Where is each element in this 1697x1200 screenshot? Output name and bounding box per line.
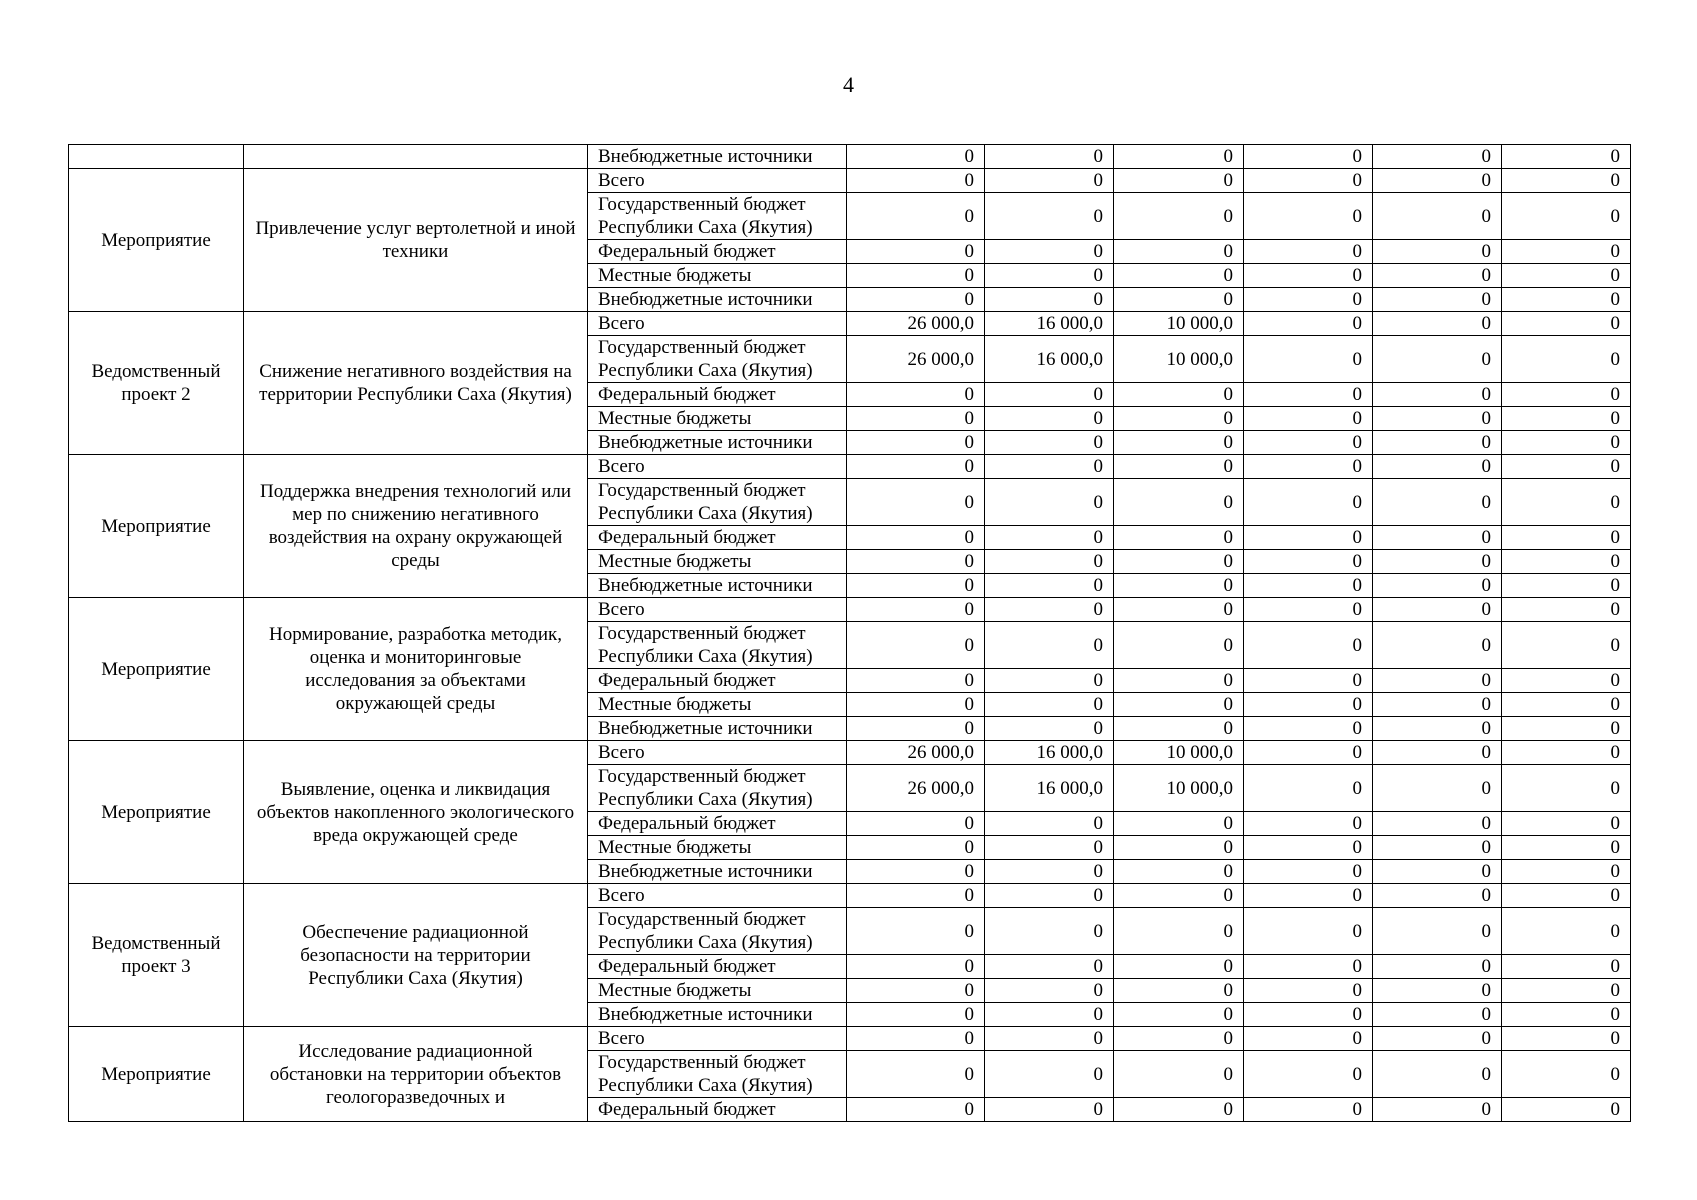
value-cell: 0 [1244, 598, 1373, 622]
value-cell: 0 [847, 812, 985, 836]
funding-source-cell: Государственный бюджет Республики Саха (Якутия) [588, 193, 847, 240]
value-cell: 0 [1502, 908, 1631, 955]
value-cell: 0 [1502, 193, 1631, 240]
value-cell: 0 [1373, 169, 1502, 193]
row-type-cell: Мероприятие [69, 598, 244, 741]
value-cell: 0 [1244, 741, 1373, 765]
value-cell: 0 [1114, 717, 1244, 741]
table-row [69, 741, 1631, 765]
value-cell: 26 000,0 [847, 741, 985, 765]
value-cell: 0 [1244, 312, 1373, 336]
value-cell: 0 [1114, 526, 1244, 550]
value-cell: 0 [1114, 240, 1244, 264]
value-cell: 0 [1244, 193, 1373, 240]
value-cell: 0 [1502, 955, 1631, 979]
value-cell: 0 [1244, 765, 1373, 812]
value-cell: 0 [847, 1003, 985, 1027]
value-cell: 0 [1502, 455, 1631, 479]
value-cell: 0 [1244, 669, 1373, 693]
value-cell: 0 [847, 431, 985, 455]
funding-source-cell: Государственный бюджет Республики Саха (Якутия) [588, 1051, 847, 1098]
value-cell: 0 [1244, 383, 1373, 407]
value-cell: 0 [847, 145, 985, 169]
value-cell: 0 [1373, 1003, 1502, 1027]
funding-source-cell: Государственный бюджет Республики Саха (Якутия) [588, 908, 847, 955]
value-cell: 0 [847, 193, 985, 240]
value-cell: 0 [1244, 693, 1373, 717]
value-cell: 0 [847, 669, 985, 693]
value-cell: 0 [847, 884, 985, 908]
value-cell: 0 [1114, 407, 1244, 431]
value-cell: 0 [1244, 908, 1373, 955]
value-cell: 0 [1114, 908, 1244, 955]
value-cell: 0 [985, 407, 1114, 431]
funding-source-cell: Местные бюджеты [588, 693, 847, 717]
funding-source-cell: Местные бюджеты [588, 407, 847, 431]
value-cell: 0 [1502, 526, 1631, 550]
value-cell: 0 [985, 574, 1114, 598]
value-cell: 0 [985, 836, 1114, 860]
value-cell: 16 000,0 [985, 336, 1114, 383]
funding-source-cell: Государственный бюджет Республики Саха (Якутия) [588, 336, 847, 383]
value-cell: 0 [985, 145, 1114, 169]
value-cell: 0 [1244, 1027, 1373, 1051]
value-cell: 0 [1114, 836, 1244, 860]
value-cell: 0 [1244, 240, 1373, 264]
value-cell: 0 [1114, 574, 1244, 598]
value-cell: 0 [1373, 383, 1502, 407]
value-cell: 0 [1502, 550, 1631, 574]
value-cell: 0 [1373, 455, 1502, 479]
activity-name-cell: Поддержка внедрения технологий или мер по снижению негативного воздействия на охрану окружающей среды [244, 455, 588, 598]
value-cell: 0 [1373, 955, 1502, 979]
value-cell: 0 [1244, 288, 1373, 312]
value-cell: 0 [1373, 908, 1502, 955]
value-cell: 0 [1373, 765, 1502, 812]
value-cell: 0 [985, 693, 1114, 717]
value-cell: 0 [847, 1051, 985, 1098]
value-cell: 26 000,0 [847, 336, 985, 383]
value-cell: 0 [1244, 264, 1373, 288]
funding-source-cell: Местные бюджеты [588, 979, 847, 1003]
value-cell: 0 [1502, 812, 1631, 836]
value-cell: 0 [985, 979, 1114, 1003]
value-cell: 0 [985, 169, 1114, 193]
value-cell: 0 [985, 193, 1114, 240]
value-cell: 0 [847, 908, 985, 955]
funding-source-cell: Местные бюджеты [588, 550, 847, 574]
value-cell: 0 [1502, 479, 1631, 526]
value-cell: 16 000,0 [985, 312, 1114, 336]
value-cell: 0 [847, 979, 985, 1003]
funding-source-cell: Внебюджетные источники [588, 1003, 847, 1027]
value-cell: 0 [1244, 979, 1373, 1003]
value-cell: 0 [1373, 884, 1502, 908]
value-cell: 0 [1502, 407, 1631, 431]
value-cell: 10 000,0 [1114, 336, 1244, 383]
activity-name-cell [244, 145, 588, 169]
value-cell: 0 [1244, 526, 1373, 550]
value-cell: 0 [847, 455, 985, 479]
value-cell: 0 [1373, 288, 1502, 312]
value-cell: 0 [1373, 693, 1502, 717]
value-cell: 26 000,0 [847, 765, 985, 812]
value-cell: 0 [1502, 765, 1631, 812]
value-cell: 0 [1244, 836, 1373, 860]
funding-source-cell: Всего [588, 598, 847, 622]
activity-name-cell: Обеспечение радиационной безопасности на территории Республики Саха (Якутия) [244, 884, 588, 1027]
value-cell: 0 [847, 479, 985, 526]
value-cell: 0 [1373, 1027, 1502, 1051]
value-cell: 0 [1244, 1003, 1373, 1027]
value-cell: 0 [1373, 598, 1502, 622]
funding-source-cell: Внебюджетные источники [588, 717, 847, 741]
funding-source-cell: Федеральный бюджет [588, 240, 847, 264]
value-cell: 0 [847, 574, 985, 598]
value-cell: 0 [1114, 479, 1244, 526]
value-cell: 0 [985, 550, 1114, 574]
value-cell: 0 [1373, 574, 1502, 598]
value-cell: 0 [847, 622, 985, 669]
value-cell: 0 [1114, 1051, 1244, 1098]
value-cell: 0 [1114, 383, 1244, 407]
funding-source-cell: Государственный бюджет Республики Саха (Якутия) [588, 622, 847, 669]
value-cell: 0 [985, 526, 1114, 550]
value-cell: 0 [1114, 169, 1244, 193]
value-cell: 0 [1114, 693, 1244, 717]
value-cell: 10 000,0 [1114, 312, 1244, 336]
value-cell: 0 [847, 836, 985, 860]
value-cell: 0 [985, 383, 1114, 407]
value-cell: 0 [985, 455, 1114, 479]
funding-source-cell: Федеральный бюджет [588, 812, 847, 836]
table-row [69, 884, 1631, 908]
value-cell: 0 [1373, 860, 1502, 884]
value-cell: 0 [847, 860, 985, 884]
value-cell: 0 [1114, 669, 1244, 693]
value-cell: 0 [985, 598, 1114, 622]
value-cell: 0 [985, 1003, 1114, 1027]
value-cell: 0 [1114, 1027, 1244, 1051]
value-cell: 0 [1244, 812, 1373, 836]
value-cell: 0 [1373, 264, 1502, 288]
value-cell: 0 [1502, 240, 1631, 264]
value-cell: 0 [1502, 574, 1631, 598]
funding-source-cell: Федеральный бюджет [588, 955, 847, 979]
value-cell: 0 [1502, 431, 1631, 455]
value-cell: 0 [985, 1051, 1114, 1098]
activity-name-cell: Привлечение услуг вертолетной и иной техники [244, 169, 588, 312]
value-cell: 10 000,0 [1114, 765, 1244, 812]
value-cell: 0 [1244, 169, 1373, 193]
funding-source-cell: Местные бюджеты [588, 264, 847, 288]
value-cell: 0 [1114, 622, 1244, 669]
page-number: 4 [843, 72, 854, 97]
funding-source-cell: Государственный бюджет Республики Саха (Якутия) [588, 765, 847, 812]
value-cell: 0 [1502, 1027, 1631, 1051]
funding-source-cell: Федеральный бюджет [588, 669, 847, 693]
value-cell: 0 [985, 264, 1114, 288]
value-cell: 0 [1502, 169, 1631, 193]
funding-table [68, 144, 1631, 1122]
value-cell: 0 [1373, 550, 1502, 574]
value-cell: 0 [985, 479, 1114, 526]
funding-source-cell: Государственный бюджет Республики Саха (Якутия) [588, 479, 847, 526]
funding-source-cell: Местные бюджеты [588, 836, 847, 860]
value-cell: 0 [1373, 1051, 1502, 1098]
value-cell: 0 [1502, 383, 1631, 407]
value-cell: 0 [1373, 979, 1502, 1003]
value-cell: 0 [1373, 812, 1502, 836]
value-cell: 0 [1373, 479, 1502, 526]
value-cell: 0 [1373, 312, 1502, 336]
funding-source-cell: Федеральный бюджет [588, 1098, 847, 1122]
table-row [69, 455, 1631, 479]
value-cell: 16 000,0 [985, 741, 1114, 765]
table-row [69, 1027, 1631, 1051]
value-cell: 0 [847, 407, 985, 431]
funding-source-cell: Внебюджетные источники [588, 288, 847, 312]
value-cell: 0 [1114, 193, 1244, 240]
table-row [69, 598, 1631, 622]
value-cell: 0 [847, 598, 985, 622]
funding-source-cell: Внебюджетные источники [588, 860, 847, 884]
value-cell: 0 [1502, 1003, 1631, 1027]
value-cell: 0 [1244, 431, 1373, 455]
value-cell: 0 [1502, 717, 1631, 741]
value-cell: 0 [847, 383, 985, 407]
value-cell: 0 [985, 955, 1114, 979]
funding-source-cell: Внебюджетные источники [588, 145, 847, 169]
activity-name-cell: Исследование радиационной обстановки на территории объектов геологоразведочных и [244, 1027, 588, 1122]
value-cell: 0 [1114, 979, 1244, 1003]
value-cell: 16 000,0 [985, 765, 1114, 812]
value-cell: 0 [1244, 145, 1373, 169]
value-cell: 0 [1114, 860, 1244, 884]
value-cell: 0 [1114, 455, 1244, 479]
value-cell: 0 [1244, 336, 1373, 383]
value-cell: 0 [1373, 669, 1502, 693]
value-cell: 0 [1114, 1098, 1244, 1122]
value-cell: 0 [1114, 955, 1244, 979]
activity-name-cell: Выявление, оценка и ликвидация объектов накопленного экологического вреда окружающей среде [244, 741, 588, 884]
value-cell: 0 [985, 240, 1114, 264]
value-cell: 0 [1502, 622, 1631, 669]
funding-source-cell: Федеральный бюджет [588, 383, 847, 407]
funding-table-body [69, 145, 1631, 1122]
value-cell: 0 [1502, 598, 1631, 622]
value-cell: 0 [1114, 431, 1244, 455]
value-cell: 0 [1502, 860, 1631, 884]
value-cell: 0 [1114, 288, 1244, 312]
activity-name-cell: Нормирование, разработка методик, оценка и мониторинговые исследования за объектами окружающей среды [244, 598, 588, 741]
value-cell: 10 000,0 [1114, 741, 1244, 765]
value-cell: 0 [1373, 431, 1502, 455]
value-cell: 0 [985, 669, 1114, 693]
value-cell: 0 [1373, 336, 1502, 383]
value-cell: 0 [1244, 407, 1373, 431]
funding-source-cell: Всего [588, 312, 847, 336]
value-cell: 0 [1502, 669, 1631, 693]
value-cell: 0 [1502, 1098, 1631, 1122]
value-cell: 0 [1373, 526, 1502, 550]
value-cell: 0 [1502, 145, 1631, 169]
value-cell: 0 [985, 622, 1114, 669]
value-cell: 0 [985, 717, 1114, 741]
row-type-cell [69, 145, 244, 169]
value-cell: 0 [1114, 884, 1244, 908]
value-cell: 0 [1502, 693, 1631, 717]
value-cell: 0 [847, 1027, 985, 1051]
value-cell: 0 [1244, 717, 1373, 741]
value-cell: 0 [847, 717, 985, 741]
row-type-cell: Мероприятие [69, 741, 244, 884]
value-cell: 0 [847, 264, 985, 288]
value-cell: 0 [1502, 979, 1631, 1003]
value-cell: 0 [985, 1098, 1114, 1122]
value-cell: 0 [1373, 193, 1502, 240]
table-row [69, 312, 1631, 336]
value-cell: 0 [1502, 884, 1631, 908]
value-cell: 0 [1244, 860, 1373, 884]
value-cell: 0 [1502, 741, 1631, 765]
value-cell: 0 [985, 288, 1114, 312]
value-cell: 0 [1244, 955, 1373, 979]
value-cell: 0 [1373, 240, 1502, 264]
value-cell: 0 [1114, 264, 1244, 288]
value-cell: 0 [1114, 812, 1244, 836]
value-cell: 0 [1502, 836, 1631, 860]
value-cell: 0 [1244, 574, 1373, 598]
row-type-cell: Ведомственный проект 3 [69, 884, 244, 1027]
value-cell: 0 [847, 693, 985, 717]
value-cell: 0 [1373, 836, 1502, 860]
activity-name-cell: Снижение негативного воздействия на территории Республики Саха (Якутия) [244, 312, 588, 455]
value-cell: 0 [1114, 550, 1244, 574]
value-cell: 0 [847, 526, 985, 550]
value-cell: 26 000,0 [847, 312, 985, 336]
value-cell: 0 [1502, 336, 1631, 383]
row-type-cell: Мероприятие [69, 169, 244, 312]
value-cell: 0 [985, 812, 1114, 836]
value-cell: 0 [985, 860, 1114, 884]
funding-source-cell: Внебюджетные источники [588, 431, 847, 455]
value-cell: 0 [1502, 264, 1631, 288]
funding-source-cell: Всего [588, 741, 847, 765]
value-cell: 0 [847, 550, 985, 574]
row-type-cell: Ведомственный проект 2 [69, 312, 244, 455]
funding-source-cell: Всего [588, 169, 847, 193]
value-cell: 0 [1244, 622, 1373, 669]
value-cell: 0 [1244, 455, 1373, 479]
value-cell: 0 [847, 288, 985, 312]
value-cell: 0 [1502, 1051, 1631, 1098]
value-cell: 0 [1114, 598, 1244, 622]
value-cell: 0 [1244, 884, 1373, 908]
value-cell: 0 [1502, 312, 1631, 336]
value-cell: 0 [985, 1027, 1114, 1051]
value-cell: 0 [1244, 479, 1373, 526]
funding-source-cell: Всего [588, 455, 847, 479]
table-row [69, 145, 1631, 169]
value-cell: 0 [1373, 407, 1502, 431]
value-cell: 0 [1373, 1098, 1502, 1122]
value-cell: 0 [1114, 145, 1244, 169]
value-cell: 0 [1244, 1051, 1373, 1098]
value-cell: 0 [1244, 1098, 1373, 1122]
value-cell: 0 [985, 431, 1114, 455]
value-cell: 0 [1114, 1003, 1244, 1027]
value-cell: 0 [985, 884, 1114, 908]
value-cell: 0 [1373, 741, 1502, 765]
value-cell: 0 [847, 240, 985, 264]
funding-source-cell: Внебюджетные источники [588, 574, 847, 598]
value-cell: 0 [1373, 717, 1502, 741]
row-type-cell: Мероприятие [69, 455, 244, 598]
funding-source-cell: Федеральный бюджет [588, 526, 847, 550]
value-cell: 0 [985, 908, 1114, 955]
row-type-cell: Мероприятие [69, 1027, 244, 1122]
value-cell: 0 [1244, 550, 1373, 574]
value-cell: 0 [1373, 145, 1502, 169]
value-cell: 0 [1373, 622, 1502, 669]
value-cell: 0 [847, 955, 985, 979]
value-cell: 0 [847, 169, 985, 193]
funding-source-cell: Всего [588, 1027, 847, 1051]
funding-source-cell: Всего [588, 884, 847, 908]
value-cell: 0 [1502, 288, 1631, 312]
table-row [69, 169, 1631, 193]
value-cell: 0 [847, 1098, 985, 1122]
